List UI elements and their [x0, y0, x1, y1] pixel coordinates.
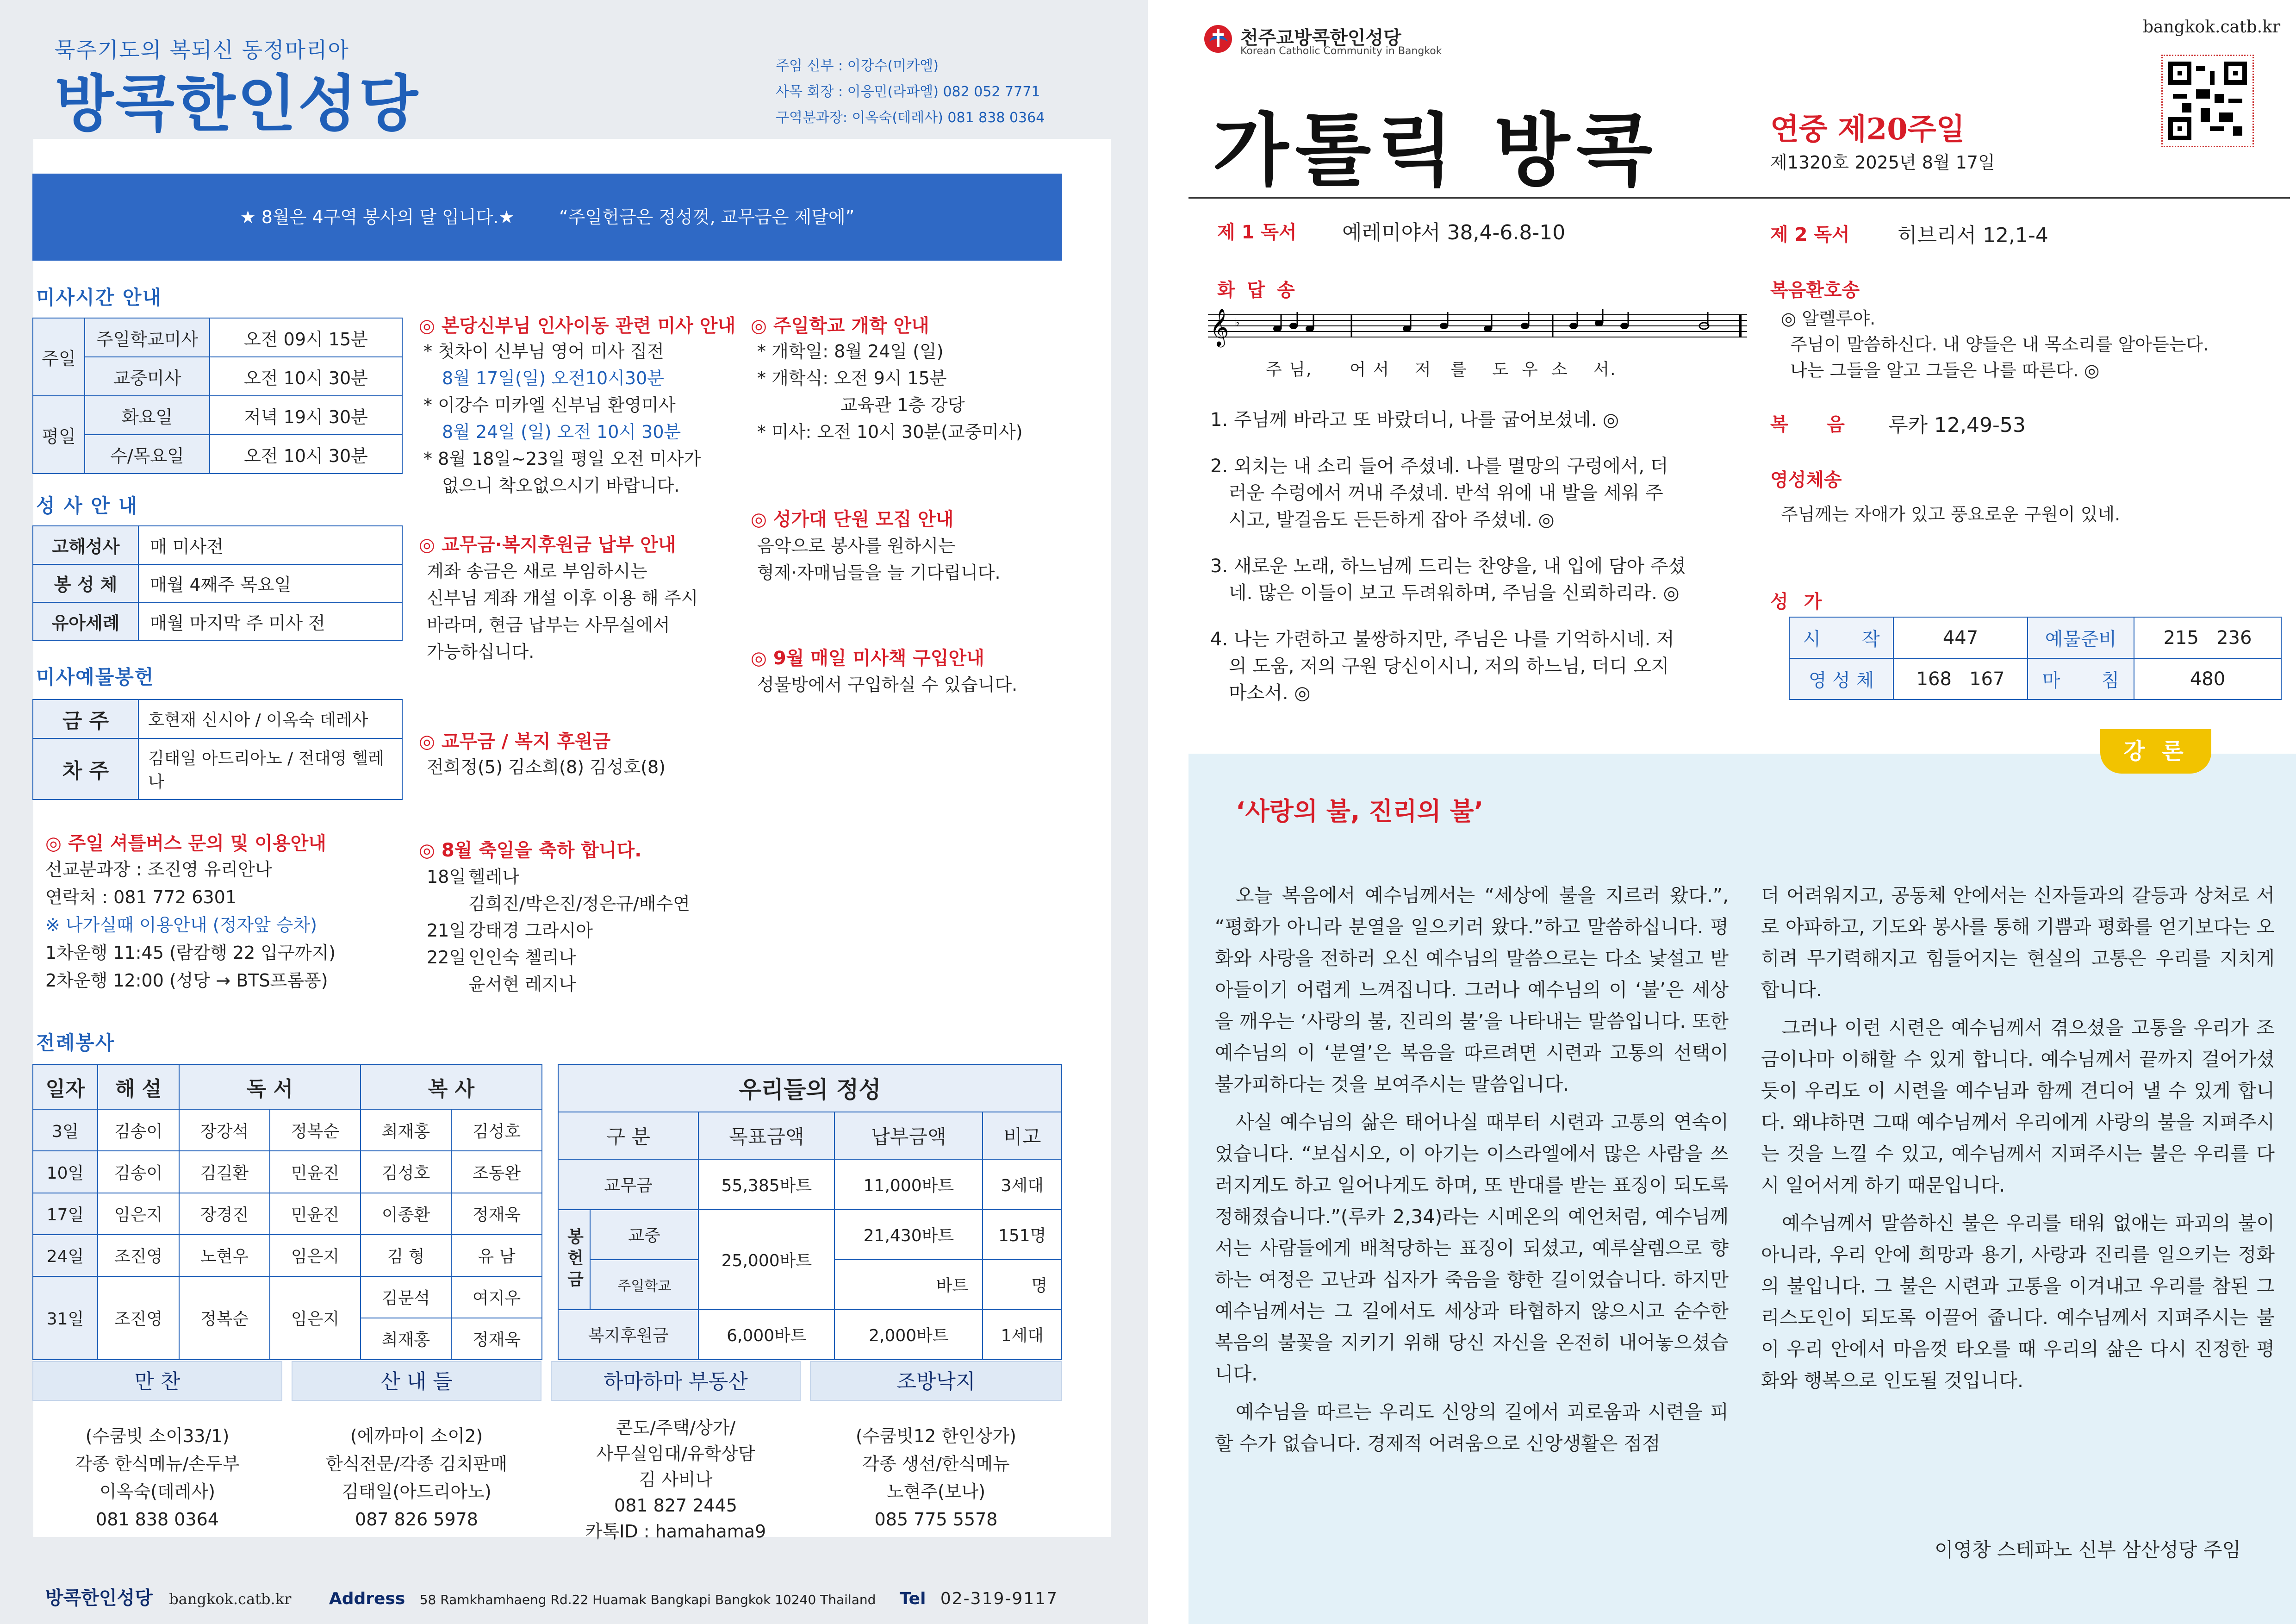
offering-value: 김태일 아드리아노 / 전대영 헬레나 [138, 738, 402, 800]
service-cell: 김성호 [361, 1151, 451, 1193]
hymn-key: 마 침 [2028, 658, 2134, 700]
offering-key: 차 주 [33, 738, 138, 800]
psalm-verse: 4. 나는 가련하고 불쌍하지만, 주님은 나를 기억하시네. 저 [1210, 629, 1674, 650]
ad-line: (수쿰빗12 한인상가) [855, 1426, 1017, 1446]
logo-korean: 천주교방콕한인성당 [1240, 27, 1401, 49]
homily-title: ‘사랑의 불, 진리의 불’ [1236, 797, 1484, 826]
footer-url: bangkok.catb.kr [169, 1590, 292, 1608]
mass-group-weekday: 평일 [33, 396, 85, 474]
offering-head: 납부금액 [834, 1112, 983, 1160]
parish-title: 방콕한인성당 [55, 69, 420, 140]
service-cell: 정재욱 [451, 1193, 542, 1235]
notice-line: * 이강수 미카엘 신부님 환영미사 [423, 395, 676, 415]
bulletin-title: 가톨릭 방콕 [1213, 105, 1659, 197]
hymn-value: 215 236 [2134, 617, 2281, 658]
church-logo-icon [1202, 23, 1234, 55]
notice-donor-body: 전희정(5) 김소희(8) 김성호(8) [427, 757, 666, 777]
sacrament-key: 봉 성 체 [33, 564, 138, 603]
offering-cell: 151명 [983, 1210, 1062, 1260]
shuttle-title: ◎ 주일 셔틀버스 문의 및 이용안내 [45, 833, 326, 854]
offering-key: 주일학교 [590, 1260, 698, 1310]
offering-summary-title: 우리들의 정성 [558, 1064, 1062, 1112]
ad-line: (수쿰빗 소이33/1) [85, 1426, 230, 1446]
psalm-verse: 러운 수렁에서 꺼내 주셨네. 반석 위에 내 발을 세워 주 [1229, 482, 1663, 504]
offering-cell: 55,385바트 [698, 1159, 834, 1209]
offering-group: 봉헌금 [558, 1210, 590, 1310]
notice-line: * 8월 18일~23일 평일 오전 미사가 [423, 449, 701, 469]
mass-time: 오전 10시 30분 [210, 357, 402, 396]
psalm-verse: 시고, 발걸음도 든든하게 잡아 주셨네. ◎ [1229, 509, 1555, 531]
ads-row [32, 1361, 1062, 1555]
alleluia-label: 복음환호송 [1770, 280, 1860, 301]
psalm-verse: 2. 외치는 내 소리 들어 주셨네. 나를 멸망의 구렁에서, 더 [1210, 456, 1668, 477]
notice-banner: ★ 8월은 4구역 봉사의 달 입니다.★ “주일헌금은 정성껏, 교무금은 제달에” [32, 174, 1062, 261]
service-cell: 민윤진 [270, 1151, 361, 1193]
notice-line: 교육관 1층 강당 [840, 395, 965, 415]
hymn-value: 447 [1893, 617, 2028, 658]
mass-title: 미사시간 안내 [36, 286, 162, 309]
service-date: 31일 [33, 1276, 98, 1360]
service-cell: 김 형 [361, 1235, 451, 1276]
ad-line: 카톡ID : hamahama9 [585, 1521, 766, 1542]
feast-names: 윤서현 레지나 [468, 974, 576, 994]
footer [45, 1583, 1058, 1610]
feast-list [427, 863, 690, 998]
reading2-label: 제 2 독서 [1770, 224, 1850, 245]
notice-line: * 개학식: 오전 9시 15분 [757, 368, 947, 388]
psalm-verse: 1. 주님께 바라고 또 바랐더니, 나를 굽어보셨네. ◎ [1210, 409, 1619, 431]
service-cell: 민윤진 [270, 1193, 361, 1235]
sacrament-value: 매월 마지막 주 미사 전 [138, 602, 402, 641]
hymn-value: 480 [2134, 658, 2281, 700]
psalm-label: 화 답 송 [1217, 280, 1298, 301]
homily-col2 [1761, 880, 2275, 1396]
footer-address: 58 Ramkhamhaeng Rd.22 Huamak Bangkapi Bangkok 10240 Thailand [419, 1592, 876, 1607]
offering-table [32, 699, 403, 800]
offering-cell: 3세대 [983, 1159, 1062, 1209]
notice-payment-body [427, 558, 698, 665]
service-cell: 임은지 [270, 1235, 361, 1276]
ad-line: 081 838 0364 [96, 1509, 219, 1530]
psalm-verse: 마소서. ◎ [1229, 682, 1311, 704]
hymn-key: 시 작 [1789, 617, 1893, 658]
mass-time: 오전 10시 30분 [210, 435, 402, 474]
ad-line: 085 775 5578 [874, 1509, 998, 1530]
reading1: 예레미야서 38,4-6.8-10 [1342, 221, 1566, 244]
service-cell: 유 남 [451, 1235, 542, 1276]
right-page [1148, 0, 2296, 1624]
mass-table [32, 318, 403, 474]
offering-cell: 바트 [834, 1260, 983, 1310]
service-head: 해 설 [98, 1064, 179, 1109]
ad-line: 081 827 2445 [614, 1495, 737, 1516]
ad-line: 087 826 5978 [355, 1509, 478, 1530]
footer-address-label: Address [329, 1589, 405, 1608]
service-cell: 조진영 [98, 1235, 179, 1276]
ad-title: 조방낙지 [810, 1361, 1062, 1401]
sacrament-value: 매 미사전 [138, 526, 402, 564]
service-cell: 임은지 [270, 1276, 361, 1360]
site-url[interactable]: bangkok.catb.kr [2143, 18, 2281, 37]
missal-title: ◎ 9월 매일 미사책 구입안내 [751, 648, 984, 669]
service-date: 3일 [33, 1109, 98, 1151]
offering-cell: 21,430바트 [834, 1210, 983, 1260]
shuttle-line: 1차운행 11:45 (람캄행 22 입구까지) [45, 943, 336, 963]
mass-name: 수/목요일 [85, 435, 210, 474]
choir-title: ◎ 성가대 단원 모집 안내 [751, 509, 954, 530]
header-rule [1188, 197, 2290, 199]
shuttle-line: 2차운행 12:00 (성당 → BTS프롬퐁) [45, 970, 328, 991]
gospel: 루카 12,49-53 [1888, 413, 2026, 437]
sacrament-title: 성 사 안 내 [36, 494, 138, 517]
sacrament-key: 유아세례 [33, 602, 138, 641]
reading1-label: 제 1 독서 [1217, 222, 1297, 243]
ad-sannaedeul [292, 1361, 541, 1555]
homily-paragraph: 그러나 이런 시련은 예수님께서 겪으셨을 고통을 우리가 조금이나마 이해할 수 있게 합니다. 예수님께서 끝까지 걸어가셨듯이 우리도 이 시련을 예수님과 함께 견디어 낼 수 있게 합니다. 왜냐하면 그때 예수님께서 우리에게 사랑의 불을 지펴주시는 것을 느낄 수 있고, 예수님께서 지펴주시는 불은 우리를 다시 일어서게 하기 때문입니다. [1761, 1017, 2275, 1196]
ad-line: 각종 한식메뉴/손두부 [75, 1454, 240, 1474]
notice-line: * 첫차이 신부님 영어 미사 집전 [423, 341, 664, 362]
service-cell: 김길환 [179, 1151, 270, 1193]
qr-code-icon[interactable] [2161, 55, 2254, 147]
service-head: 독 서 [179, 1064, 361, 1109]
homily-paragraph: 더 어려워지고, 공동체 안에서는 신자들과의 갈등과 상처로 서로 아파하고, 기도와 봉사를 통해 기쁨과 평화를 얻기보다는 오히려 무기력해지고 힘들어지는 현실의 고통은 우리를 지치게 합니다. [1761, 884, 2275, 1001]
ad-line: 노현주(보나) [886, 1481, 986, 1502]
service-cell: 임은지 [98, 1193, 179, 1235]
service-cell: 최재홍 [361, 1109, 451, 1151]
offering-key: 복지후원금 [558, 1310, 698, 1360]
homily-paragraph: 오늘 복음에서 예수님께서는 “세상에 불을 지르러 왔다.”, “평화가 아니라 분열을 일으키러 왔다.”하고 말씀하십니다. 평화와 사랑을 전하러 오신 예수님의 말씀으로는 다소 낯설고 받아들이기 어렵게 느껴집니다. 그러나 예수님의 이 ‘불’은 세상을 깨우는 ‘사랑의 불, 진리의 불’을 나타내는 말씀입니다. 또한 예수님의 이 ‘분열’은 복음을 따르려면 시련과 고통의 선택이 불가피하다는 것을 보여주시는 말씀입니다. [1215, 884, 1729, 1095]
service-cell: 이종환 [361, 1193, 451, 1235]
homily-col1 [1215, 880, 1729, 1459]
staff-president: 사목 회장 : 이응민(라파엘) 082 052 7771 [776, 84, 1040, 100]
ad-line: 이옥숙(데레사) [100, 1481, 215, 1502]
offering-head: 구 분 [558, 1112, 698, 1160]
feast-names: 인인숙 첼리나 [468, 947, 576, 968]
ad-line: 김태일(아드리아노) [342, 1481, 492, 1502]
service-head: 일자 [33, 1064, 98, 1109]
ad-jobang [810, 1361, 1062, 1555]
feast-day: 22일 [427, 947, 467, 968]
service-date: 17일 [33, 1193, 98, 1235]
service-date: 10일 [33, 1151, 98, 1193]
notice-line: 계좌 송금은 새로 부임하시는 [427, 561, 647, 581]
school-title: ◎ 주일학교 개학 안내 [751, 315, 929, 337]
left-page [0, 0, 1111, 1624]
svg-text:♭: ♭ [1235, 317, 1240, 329]
mass-name: 주일학교미사 [85, 318, 210, 357]
offering-summary-table [558, 1064, 1062, 1360]
notice-line: 8월 17일(일) 오전10시30분 [442, 368, 665, 388]
service-head: 복 사 [361, 1064, 542, 1109]
ad-hamahama [551, 1361, 801, 1555]
feast-title: ◎ 8월 축일을 축하 합니다. [419, 840, 642, 861]
feast-names: 김희진/박은진/정은규/배수연 [468, 893, 690, 914]
offering-key: 교무금 [558, 1159, 698, 1209]
notice-payment-title: ◎ 교무금·복지후원금 납부 안내 [419, 534, 676, 556]
offering-cell: 6,000바트 [698, 1310, 834, 1360]
service-table [32, 1064, 542, 1360]
notice-line: 형제·자매님들을 늘 기다립니다. [757, 562, 1001, 583]
feast-day: 21일 [427, 920, 467, 941]
alleluia-line: 주님이 말씀하신다. 내 양들은 내 목소리를 알아듣는다. [1790, 334, 2209, 355]
psalm-verse: 의 도움, 저의 구원 당신이시니, 저의 하느님, 더디 오지 [1229, 656, 1669, 677]
gospel-label: 복 음 [1770, 414, 1845, 435]
psalm-lyric: 주 님, 어 서 저 를 도 우 소 서. [1266, 360, 1617, 379]
hymn-table [1789, 617, 2282, 700]
ad-line: 한식전문/각종 김치판매 [326, 1454, 507, 1474]
ad-title: 만 찬 [32, 1361, 282, 1401]
offering-key: 교중 [590, 1210, 698, 1260]
service-cell: 조동완 [451, 1151, 542, 1193]
svg-text:𝄞: 𝄞 [1210, 308, 1229, 346]
school-body [757, 338, 1023, 445]
ad-title: 산 내 들 [292, 1361, 541, 1401]
service-title: 전례봉사 [36, 1031, 115, 1054]
alleluia [1781, 306, 2209, 383]
choir-body [757, 532, 1001, 586]
service-cell: 장경진 [179, 1193, 270, 1235]
notice-line: 가능하십니다. [427, 642, 535, 662]
shuttle-line: ※ 나가실때 이용안내 (정자앞 승차) [45, 915, 317, 935]
service-cell: 조진영 [98, 1276, 179, 1360]
reading2: 히브리서 12,1-4 [1898, 224, 2048, 247]
offering-cell: 11,000바트 [834, 1159, 983, 1209]
shuttle-body [45, 856, 336, 994]
staff-district: 구역분과장: 이옥숙(데레사) 081 838 0364 [776, 110, 1045, 126]
service-cell: 여지우 [451, 1276, 542, 1318]
service-cell: 김문석 [361, 1276, 451, 1318]
notice-transfer-body [423, 338, 701, 499]
mass-name: 교중미사 [85, 357, 210, 396]
notice-donor-title: ◎ 교무금 / 복지 후원금 [419, 731, 611, 752]
footer-tel: 02-319-9117 [940, 1589, 1058, 1608]
communion-label: 영성체송 [1770, 469, 1842, 491]
shuttle-line: 연락처 : 081 772 6301 [45, 887, 237, 907]
service-cell: 김성호 [451, 1109, 542, 1151]
psalm-verse: 네. 많은 이들이 보고 두려워하며, 주님을 신뢰하리라. ◎ [1229, 582, 1680, 604]
ad-line: 김 사비나 [639, 1469, 713, 1490]
service-cell: 정복순 [179, 1276, 270, 1360]
ad-manchan [32, 1361, 282, 1555]
sunday-name: 연중 제20주일 [1770, 112, 1965, 147]
mass-group-sunday: 주일 [33, 318, 85, 396]
offering-cell: 2,000바트 [834, 1310, 983, 1360]
parish-subtitle: 묵주기도의 복되신 동정마리아 [55, 37, 349, 62]
service-cell: 최재홍 [361, 1318, 451, 1360]
notice-transfer-title: ◎ 본당신부님 인사이동 관련 미사 안내 [419, 315, 736, 337]
ad-title: 하마하마 부동산 [551, 1361, 801, 1401]
mass-name: 화요일 [85, 396, 210, 435]
service-cell: 장강석 [179, 1109, 270, 1151]
notice-line: 8월 24일 (일) 오전 10시 30분 [442, 422, 681, 442]
homily-signature: 이영창 스테파노 신부 삼산성당 주임 [1935, 1538, 2241, 1561]
footer-name: 방콕한인성당 [45, 1587, 153, 1609]
offering-title: 미사예물봉헌 [36, 666, 155, 688]
hymn-key: 예물준비 [2028, 617, 2134, 658]
offering-value: 호현재 신시아 / 이옥숙 데레사 [138, 700, 402, 738]
logo-english: Korean Catholic Community in Bangkok [1240, 45, 1442, 57]
offering-key: 금 주 [33, 700, 138, 738]
mass-time: 저녁 19시 30분 [210, 396, 402, 435]
ad-line: (에까마이 소이2) [350, 1426, 483, 1446]
homily-paragraph: 사실 예수님의 삶은 태어나실 때부터 시련과 고통의 연속이었습니다. “보십시오, 이 아기는 이스라엘에서 많은 사람을 쓰러지게도 하고 일어나게도 하며, 또 반대를 받는 표징이 되도록 정해졌습니다.”(루카 2,34)라는 시메온의 예언처럼, 예수님께서는 사람들에게 배척당하는 표징이 되셨고, 예루살렘으로 향하는 여정은 고난과 십자가 죽음을 향한 길이었습니다. 하지만 예수님께서는 그 길에서도 세상과 타협하지 않으시고 순수한 복음의 불꽃을 지키기 위해 당신 자신을 온전히 내어놓으셨습니다. [1215, 1111, 1729, 1385]
psalm-staff [1208, 306, 1747, 356]
homily-paragraph: 예수님을 따르는 우리도 신앙의 길에서 괴로움과 시련을 피할 수가 없습니다. 경제적 어려움으로 신앙생활은 점점 [1215, 1401, 1729, 1455]
homily-tag: 강 론 [2100, 729, 2211, 774]
service-cell: 김송이 [98, 1151, 179, 1193]
service-cell: 정재욱 [451, 1318, 542, 1360]
notice-line: 신부님 계좌 개설 이후 이용 해 주시 [427, 588, 698, 608]
sacrament-key: 고해성사 [33, 526, 138, 564]
notice-line: * 미사: 오전 10시 30분(교중미사) [757, 422, 1023, 442]
communion: 주님께는 자애가 있고 풍요로운 구원이 있네. [1781, 504, 2121, 525]
footer-tel-label: Tel [899, 1589, 926, 1608]
sacrament-table [32, 525, 403, 641]
offering-head: 비고 [983, 1112, 1062, 1160]
hymn-label: 성 가 [1770, 591, 1827, 612]
homily-paragraph: 예수님께서 말씀하신 불은 우리를 태워 없애는 파괴의 불이 아니라, 우리 안에 희망과 용기, 사랑과 진리를 일으키는 정화의 불입니다. 그 불은 시련과 고통을 이겨내고 우리를 참된 그리스도인이 되도록 이끌어 줍니다. 예수님께서 지펴주시는 불이 우리 안에서 마음껏 타오를 때 우리의 삶은 다시 진정한 평화와 행복으로 인도될 것입니다. [1761, 1212, 2275, 1392]
offering-head: 목표금액 [698, 1112, 834, 1160]
psalm-verses [1210, 406, 1747, 706]
service-cell: 노현우 [179, 1235, 270, 1276]
alleluia-line: 나는 그들을 알고 그들은 나를 따른다. ◎ [1790, 360, 2100, 381]
issue-info: 제1320호 2025년 8월 17일 [1770, 152, 1995, 173]
psalm-verse: 3. 새로운 노래, 하느님께 드리는 찬양을, 내 입에 담아 주셨 [1210, 556, 1686, 577]
service-date: 24일 [33, 1235, 98, 1276]
hymn-key: 영 성 체 [1789, 658, 1893, 700]
feast-day: 18일 [427, 867, 467, 887]
missal-body: 성물방에서 구입하실 수 있습니다. [757, 675, 1018, 695]
service-cell: 정복순 [270, 1109, 361, 1151]
sacrament-value: 매월 4째주 목요일 [138, 564, 402, 603]
ad-line: 각종 생선/한식메뉴 [862, 1454, 1010, 1474]
offering-cell: 25,000바트 [698, 1210, 834, 1310]
hymn-value: 168 167 [1893, 658, 2028, 700]
alleluia-line: ◎ 알렐루야. [1781, 308, 1876, 329]
ad-line: 콘도/주택/상가/ [616, 1418, 736, 1438]
staff-pastor: 주임 신부 : 이강수(미카엘) [776, 58, 939, 74]
feast-names: 강태경 그라시아 [468, 920, 593, 941]
notice-line: * 개학일: 8월 24일 (일) [757, 341, 944, 362]
offering-cell: 명 [983, 1260, 1062, 1310]
notice-line: 바라며, 현금 납부는 사무실에서 [427, 615, 670, 635]
feast-names: 헬레나 [468, 867, 520, 887]
mass-time: 오전 09시 15분 [210, 318, 402, 357]
staff-list [776, 53, 1045, 131]
shuttle-line: 선교분과장 : 조진영 유리안나 [45, 859, 272, 880]
offering-cell: 1세대 [983, 1310, 1062, 1360]
notice-line: 음악으로 봉사를 원하시는 [757, 536, 955, 556]
notice-line: 없으니 착오없으시기 바랍니다. [442, 475, 680, 496]
service-cell: 김송이 [98, 1109, 179, 1151]
ad-line: 사무실임대/유학상담 [596, 1443, 755, 1464]
